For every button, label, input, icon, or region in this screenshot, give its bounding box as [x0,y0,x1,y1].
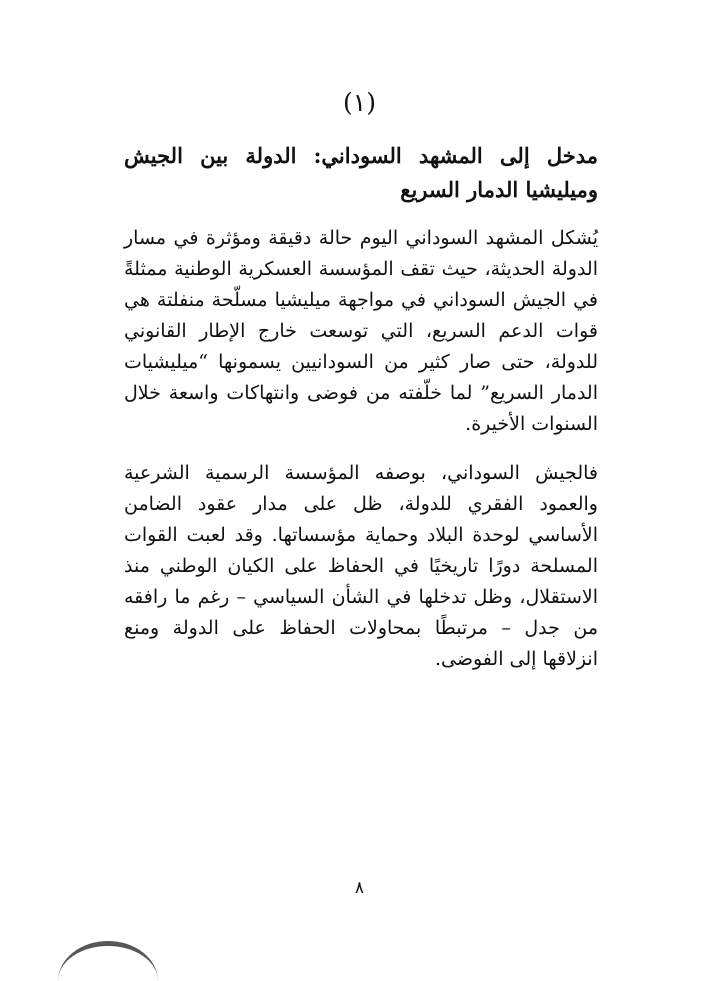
paragraph-2: فالجيش السوداني، بوصفه المؤسسة الرسمية الشرعية والعمود الفقري للدولة، ظل على مدار عقود الضامن الأساسي لوحدة البلاد وحماية مؤسساتها. وقد لعبت القوات المسلحة دورًا تاريخيًا في الحفاظ على الكيان الوطني منذ الاستقلال، وظل تدخلها في الشأن السياسي – رغم ما رافقه من جدل – مرتبطًا بمحاولات الحفاظ على الدولة ومنع انزلاقها إلى الفوضى. [124,462,598,670]
page-number: ٨ [354,878,365,898]
paragraph-1: يُشكل المشهد السوداني اليوم حالة دقيقة ومؤثرة في مسار الدولة الحديثة، حيث تقف المؤسسة العسكرية الوطنية ممثلةً في الجيش السوداني في مواجهة ميليشيا مسلّحة منفلتة هي قوات الدعم السريع، التي توسعت خارج الإطار القانوني للدولة، حتى صار كثير من السودانيين يسمونها “ميليشيات الدمار السريع” لما خلّفته من فوضى وانتهاكات واسعة خلال السنوات الأخيرة. [124,227,598,435]
chapter-number: (١) [343,88,376,117]
page-content [124,139,598,693]
chapter-title: مدخل إلى المشهد السوداني: الدولة بين الجيش وميليشيا الدمار السريع [124,143,598,202]
page-corner-shadow [58,941,158,981]
